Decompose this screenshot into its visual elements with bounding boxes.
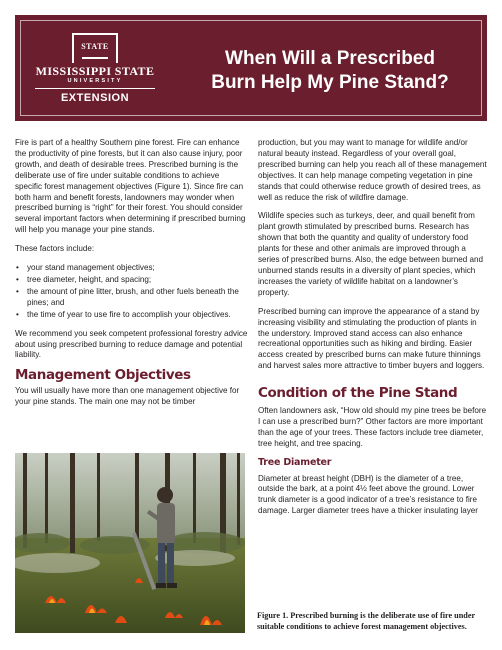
body-paragraph: production, but you may want to manage for wildlife and/or natural beauty instead. Regardless of your overall goal, prescribed burning can help you reach all of these management objectives. It can help manage competing vegetation in pine stands that could otherwise reduce growth of desired trees, as well as reduce the risk of wildfire damage.	[258, 138, 487, 202]
figure-caption: Figure 1. Prescribed burning is the deliberate use of fire under suitable conditions to achieve forest management objectives.	[257, 611, 475, 631]
factors-list	[15, 263, 248, 321]
logo-extension-label: EXTENSION	[60, 92, 130, 104]
page-title	[185, 47, 475, 95]
logo-university-label: UNIVERSITY	[67, 78, 123, 84]
body-paragraph: Wildlife species such as turkeys, deer, and quail benefit from plant growth stimulated by prescribed burns. Research has shown that both the quantity and quality of understory food plants for these and other animals are improved through a series of prescribed burns. Also, the edge between burned and unburned stands results in a diversity of plant species, which increases the variety of wildlife habitat on a landowner’s property.	[258, 211, 483, 297]
msu-extension-logo	[35, 33, 155, 113]
logo-university-name: MISSISSIPPI STATE	[35, 64, 155, 78]
body-paragraph: Prescribed burning can improve the appearance of a stand by increasing visibility and stimulating the production of plants in the understory. Improved stand access can also enhance recreational opportunities such as hiking and birding. Easier access created by prescribed burns can make future thinnings and harvest sales more attractive to timber buyers and loggers.	[258, 306, 485, 371]
condition-text: Often landowners ask, “How old should my pine trees be before I can use a prescribed burn?” Other factors are more important than the age of your trees. These factors include tree diameter, tree height, and tree spacing.	[258, 406, 487, 448]
management-objectives-heading: Management Objectives	[15, 367, 191, 384]
logo-divider	[35, 88, 155, 89]
tree-diameter-text: Diameter at breast height (DBH) is the diameter of a tree, outside the bark, at a point 4½ feet above the ground. Lower trunk diameter is a good indicator of a tree’s resistance to fire damage. Larger diameter trees have a thicker insulating layer	[258, 473, 478, 516]
list-item: • the time of year to use fire to accomplish your objectives.	[15, 310, 248, 321]
list-item: • the amount of pine litter, brush, and other fuels beneath the pines; and	[15, 287, 248, 309]
list-item: • tree diameter, height, and spacing;	[15, 275, 248, 286]
title-line-2: Burn Help My Pine Stand?	[211, 72, 449, 93]
header-banner	[15, 15, 487, 121]
list-item: • your stand management objectives;	[15, 263, 248, 274]
intro-paragraph: Fire is part of a healthy Southern pine forest. Fire can enhance the productivity of pine forests, but it can also cause injury, poor growth, and death of desirable trees. Prescribed burning is the deliberate use of fire under suitable conditions to achieve specific forest management objectives (Figure 1). Since fire can both harm and benefit forests, landowners may wonder when prescribed burning is “right” for their forest. You should consider several important factors when determining if prescribed burning will help you manage your pine stands.	[15, 138, 246, 235]
title-line-1: When Will a Prescribed	[225, 48, 435, 69]
figure-1-photo	[15, 453, 245, 633]
recommend-paragraph: We recommend you seek competent professional forestry advice about using prescribed burning to reduce damage and potential liability.	[15, 328, 248, 360]
prescribed-burn-illustration	[15, 453, 245, 633]
logo-state-text: STATE	[81, 42, 109, 51]
tree-diameter-heading: Tree Diameter	[258, 456, 332, 468]
management-objectives-text: You will usually have more than one management objective for your pine stands. The main one may not be timber	[15, 386, 240, 407]
left-column	[15, 138, 248, 416]
condition-heading: Condition of the Pine Stand	[258, 385, 458, 402]
factors-intro: These factors include:	[15, 244, 95, 254]
right-column	[258, 138, 488, 525]
